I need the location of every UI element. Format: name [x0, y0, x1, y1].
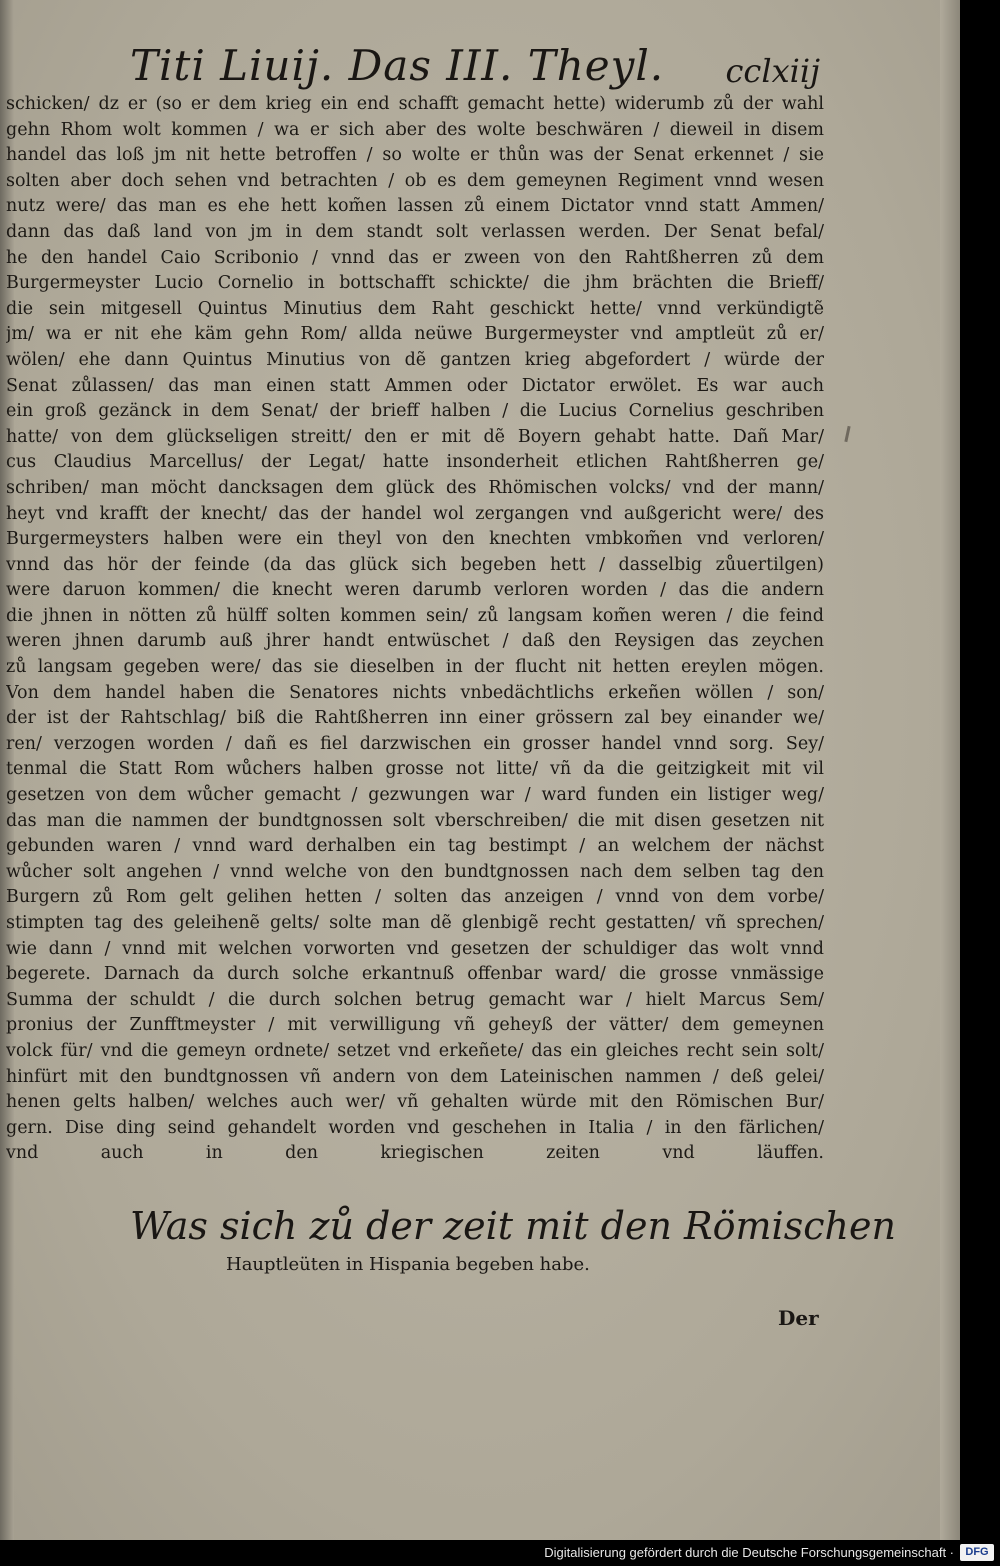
heading-line-2: Hauptleüten in Hispania begeben habe.	[226, 1254, 590, 1275]
text-line: solten aber doch sehen vnd betrachten / ob es dem gemeynen Regiment vnnd wesen	[6, 170, 824, 191]
page-edge-shadow	[940, 0, 960, 1540]
text-line: handel das loß jm nit hette betroffen / so wolte er thůn was der Senat erkennet / sie	[6, 145, 824, 166]
folio-number: cclxiij	[725, 52, 820, 90]
text-line: hinfürt mit den bundtgnossen vñ andern von dem Lateinischen nammen / deß gelei/	[6, 1066, 824, 1087]
text-line: volck für/ vnd die gemeyn ordnete/ setzet vnd erkeñete/ das ein gleiches recht sein solt/	[6, 1040, 824, 1061]
text-line: die sein mitgesell Quintus Minutius dem Raht geschickt hette/ vnnd verkündigtẽ	[6, 298, 824, 319]
text-line: ein groß gezänck in dem Senat/ der brieff halben / die Lucius Cornelius geschriben	[6, 401, 824, 422]
text-line: Von dem handel haben die Senatores nichts vnbedächtlichs erkeñen wöllen / son/	[6, 682, 824, 703]
section-heading	[130, 1200, 896, 1278]
text-line: stimpten tag des geleihenẽ gelts/ solte man dẽ glenbigẽ recht gestatten/ vñ sprechen/	[6, 913, 824, 933]
text-line: schicken/ dz er (so er dem krieg ein end schafft gemacht hette) widerumb zů der wahl	[6, 94, 824, 114]
text-line: wůcher solt angehen / vnnd welche von den bundtgnossen nach dem selben tag den	[6, 861, 824, 882]
text-line: henen gelts halben/ welches auch wer/ vñ gehalten würde mit den Römischen Bur/	[6, 1092, 824, 1113]
text-line: he den handel Caio Scribonio / vnnd das er zween von den Rahtßherren zů dem	[6, 247, 824, 268]
text-line: wie dann / vnnd mit welchen vorworten vnd gesetzen der schuldiger das wolt vnnd	[6, 938, 824, 959]
running-head-title: Titi Liuij. Das III. Theyl.	[130, 41, 665, 90]
text-line: pronius der Zunfftmeyster / mit verwilligung vñ geheyß der vätter/ dem gemeynen	[6, 1015, 824, 1036]
text-line: zů langsam gegeben were/ das sie dieselben in der flucht nit hetten ereylen mögen.	[6, 657, 824, 678]
text-line: heyt vnd krafft der knecht/ das der handel wol zergangen vnd außgericht were/ des	[6, 503, 824, 524]
text-line: Burgern zů Rom gelt gelihen hetten / solten das anzeigen / vnnd von dem vorbe/	[6, 887, 824, 908]
running-head	[130, 30, 820, 90]
text-line: nutz were/ das man es ehe hett kom̃en lassen zů einem Dictator vnnd statt Ammen/	[6, 196, 824, 217]
text-line: gern. Dise ding seind gehandelt worden vnd geschehen in Italia / in den färlichen/	[6, 1117, 824, 1138]
text-line: cus Claudius Marcellus/ der Legat/ hatte insonderheit etlichen Rahtßherren ge/	[6, 452, 824, 473]
text-line: die jhnen in nötten zů hülff solten kommen sein/ zů langsam kom̃en weren / die feind	[6, 605, 824, 626]
dfg-logo: DFG	[960, 1544, 994, 1561]
text-line: schriben/ man möcht dancksagen dem glück des Rhömischen volcks/ vnd der mann/	[6, 477, 824, 498]
text-line: were daruon kommen/ die knecht weren darumb verloren worden / das die andern	[6, 580, 824, 601]
text-line: gehn Rhom wolt kommen / wa er sich aber des wolte beschwären / dieweil in disem	[6, 119, 824, 140]
text-line: der ist der Rahtschlag/ biß die Rahtßherren inn einer grössern zal bey einander we/	[6, 708, 824, 729]
text-line: gebunden waren / vnnd ward derhalben ein tag bestimpt / an welchem der nächst	[6, 836, 824, 857]
text-line: Burgermeysters halben were ein theyl von den knechten vmbkom̃en vnd verloren/	[6, 529, 824, 550]
text-line: dann das daß land von jm in dem standt solt verlassen werden. Der Senat befal/	[6, 221, 824, 242]
text-line: vnd auch in den kriegischen zeiten vnd läuffen.	[6, 1143, 824, 1164]
footer-bar	[0, 1540, 1000, 1566]
text-line: gesetzen von dem wůcher gemacht / gezwungen war / ward funden ein listiger weg/	[6, 785, 824, 806]
text-line: vnnd das hör der feinde (da das glück sich begeben hett / dasselbig zůuertilgen)	[6, 554, 824, 575]
text-line: Burgermeyster Lucio Cornelio in bottschafft schickte/ die jhm brächten die Brieff/	[6, 273, 824, 294]
text-line: Senat zůlassen/ das man einen statt Ammen oder Dictator erwölet. Es war auch	[6, 375, 824, 396]
text-line: ren/ verzogen worden / dañ es fiel darzwischen ein grosser handel vnnd sorg. Sey/	[6, 733, 824, 754]
text-line: tenmal die Statt Rom wůchers halben grosse not litte/ vñ da die geitzigkeit mit vil	[6, 759, 824, 780]
text-line: begerete. Darnach da durch solche erkantnuß offenbar ward/ die grosse vnmässige	[6, 964, 824, 985]
text-line: hatte/ von dem glückseligen streitt/ den er mit dẽ Boyern gehabt hatte. Dañ Mar/	[6, 426, 824, 447]
text-line: jm/ wa er nit ehe käm gehn Rom/ allda neüwe Burgermeyster vnd amptleüt zů er/	[6, 324, 824, 345]
funding-credit: Digitalisierung gefördert durch die Deutsche Forschungsgemeinschaft ·	[544, 1545, 954, 1560]
text-line: wölen/ ehe dann Quintus Minutius von dẽ gantzen krieg abgefordert / würde der	[6, 349, 824, 370]
heading-line-1: Was sich zů der zeit mit den Römischen	[130, 1204, 896, 1248]
margin-mark	[844, 426, 850, 442]
text-line: Summa der schuldt / die durch solchen betrug gemacht war / hielt Marcus Sem/	[6, 989, 824, 1010]
text-line: weren jhnen darumb auß jhrer handt entwüschet / daß den Reysigen das zeychen	[6, 631, 824, 652]
catchword: Der	[778, 1306, 819, 1330]
body-text	[6, 92, 824, 1167]
text-line: das man die nammen der bundtgnossen solt vberschreiben/ die mit disen gesetzen nit	[6, 810, 824, 831]
